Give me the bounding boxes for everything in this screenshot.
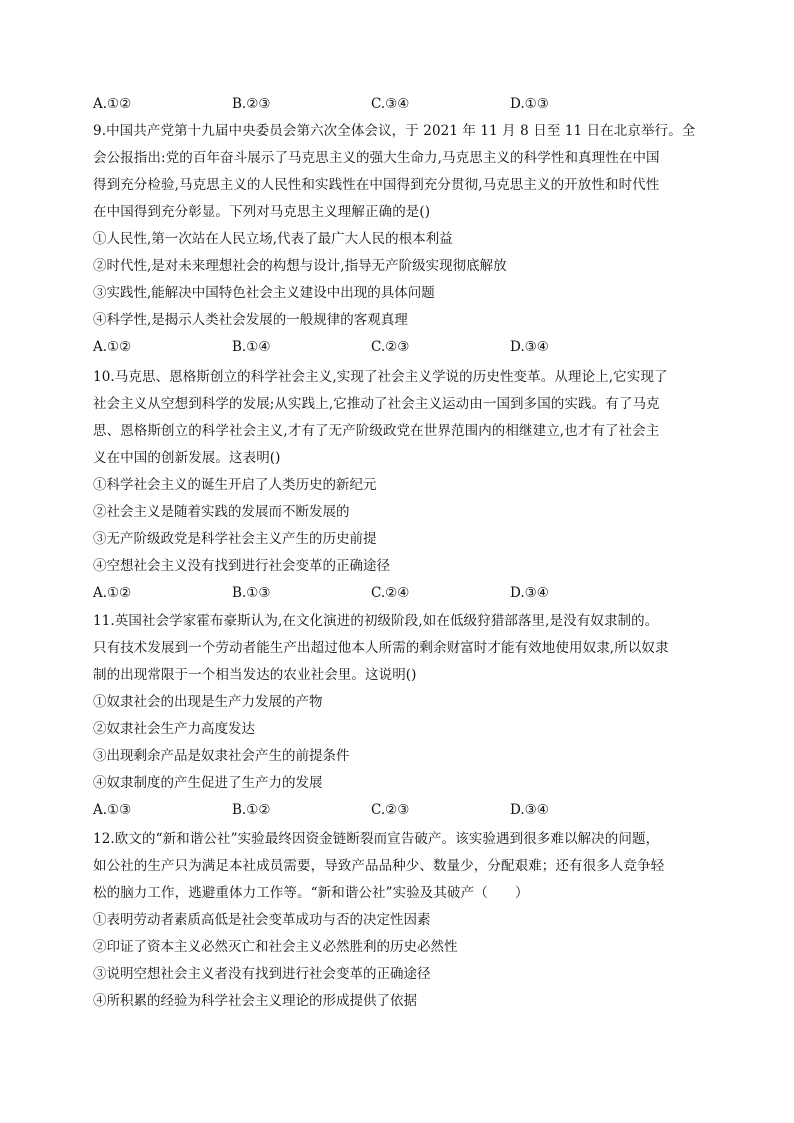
question-11 xyxy=(93,608,705,824)
statement-item: ③实践性,能解决中国特色社会主义建设中出现的具体问题 xyxy=(93,285,435,301)
option-d: D.③④ xyxy=(510,339,549,355)
option-b: B.①④ xyxy=(232,339,271,355)
option-a: A.①③ xyxy=(93,802,132,818)
stem-line: 11.英国社会学家霍布豪斯认为,在文化演进的初级阶段,如在低级狩猎部落里,是没有奴隶制的。 xyxy=(93,613,659,629)
statement-item: ④空想社会主义没有找到进行社会变革的正确途径 xyxy=(93,558,390,574)
statement-item: ②奴隶社会生产力高度发达 xyxy=(93,721,255,737)
prev-question-options xyxy=(93,91,705,118)
question-stem xyxy=(93,364,705,472)
statement-item: ②社会主义是随着实践的发展而不断发展的 xyxy=(93,504,350,520)
option-d: D.③④ xyxy=(510,802,549,818)
question-stem xyxy=(93,608,705,689)
statement-item: ③出现剩余产品是奴隶社会产生的前提条件 xyxy=(93,748,350,764)
option-c: C.②③ xyxy=(371,339,410,355)
stem-line: 12.欧文的“新和谐公社”实验最终因资金链断裂而宣告破产。该实验遇到很多难以解决的问题， xyxy=(93,831,660,847)
options-row xyxy=(93,797,705,824)
option-c: C.②③ xyxy=(371,802,410,818)
option-b: B.①② xyxy=(232,802,271,818)
option-b: B.①③ xyxy=(232,585,271,601)
statement-item: ④科学性,是揭示人类社会发展的一般规律的客观真理 xyxy=(93,312,408,328)
stem-line: 得到充分检验,马克思主义的人民性和实践性在中国得到充分贯彻,马克思主义的开放性和时代性 xyxy=(93,177,660,193)
option-c: C.③④ xyxy=(371,96,410,112)
options-row xyxy=(93,580,705,607)
stem-line: 义在中国的创新发展。这表明() xyxy=(93,450,281,466)
stem-line: 10.马克思、恩格斯创立的科学社会主义,实现了社会主义学说的历史性变革。从理论上,它实现了 xyxy=(93,369,668,385)
option-b: B.②③ xyxy=(232,96,271,112)
stem-line: 9.中国共产党第十九届中央委员会第六次全体会议，于 2021 年 11 月 8 日至 11 日在北京举行。全 xyxy=(93,123,696,139)
statement-item: ④所积累的经验为科学社会主义理论的形成提供了依据 xyxy=(93,993,417,1009)
option-d: D.①③ xyxy=(510,96,549,112)
option-d: D.③④ xyxy=(510,585,549,601)
stem-line: 松的脑力工作，逃避重体力工作等。“新和谐公社”实验及其破产（ ） xyxy=(93,885,529,901)
options-row xyxy=(93,334,705,361)
question-12 xyxy=(93,826,705,1015)
option-a: A.①② xyxy=(93,339,132,355)
statement-item: ①科学社会主义的诞生开启了人类历史的新纪元 xyxy=(93,477,377,493)
statement-item: ①人民性,第一次站在人民立场,代表了最广大人民的根本利益 xyxy=(93,231,453,247)
statement-item: ②时代性,是对未来理想社会的构想与设计,指导无产阶级实现彻底解放 xyxy=(93,258,507,274)
stem-line: 在中国得到充分彰显。下列对马克思主义理解正确的是() xyxy=(93,204,431,220)
stem-line: 会公报指出:党的百年奋斗展示了马克思主义的强大生命力,马克思主义的科学性和真理性在中国 xyxy=(93,150,660,166)
question-stem xyxy=(93,118,705,226)
stem-line: 如公社的生产只为满足本社成员需要，导致产品品种少、数量少，分配艰难；还有很多人竞争轻 xyxy=(93,858,665,874)
stem-line: 只有技术发展到一个劳动者能生产出超过他本人所需的剩余财富时才能有效地使用奴隶,所以奴隶 xyxy=(93,640,669,656)
option-c: C.②④ xyxy=(371,585,410,601)
statement-item: ③无产阶级政党是科学社会主义产生的历史前提 xyxy=(93,531,377,547)
option-a: A.①② xyxy=(93,96,132,112)
question-10 xyxy=(93,364,705,607)
statement-item: ①表明劳动者素质高低是社会变革成功与否的决定性因素 xyxy=(93,912,431,928)
statement-item: ③说明空想社会主义者没有找到进行社会变革的正确途径 xyxy=(93,966,431,982)
options-row xyxy=(93,91,705,118)
statement-item: ①奴隶社会的出现是生产力发展的产物 xyxy=(93,694,323,710)
option-a: A.①② xyxy=(93,585,132,601)
stem-line: 社会主义从空想到科学的发展;从实践上,它推动了社会主义运动由一国到多国的实践。有了马克 xyxy=(93,396,660,412)
statement-item: ④奴隶制度的产生促进了生产力的发展 xyxy=(93,775,323,791)
stem-line: 思、恩格斯创立的科学社会主义,才有了无产阶级政党在世界范围内的相继建立,也才有了社会主 xyxy=(93,423,660,439)
statement-item: ②印证了资本主义必然灭亡和社会主义必然胜利的历史必然性 xyxy=(93,939,458,955)
question-9 xyxy=(93,118,705,361)
stem-line: 制的出现常限于一个相当发达的农业社会里。这说明() xyxy=(93,667,417,683)
question-stem xyxy=(93,826,705,907)
